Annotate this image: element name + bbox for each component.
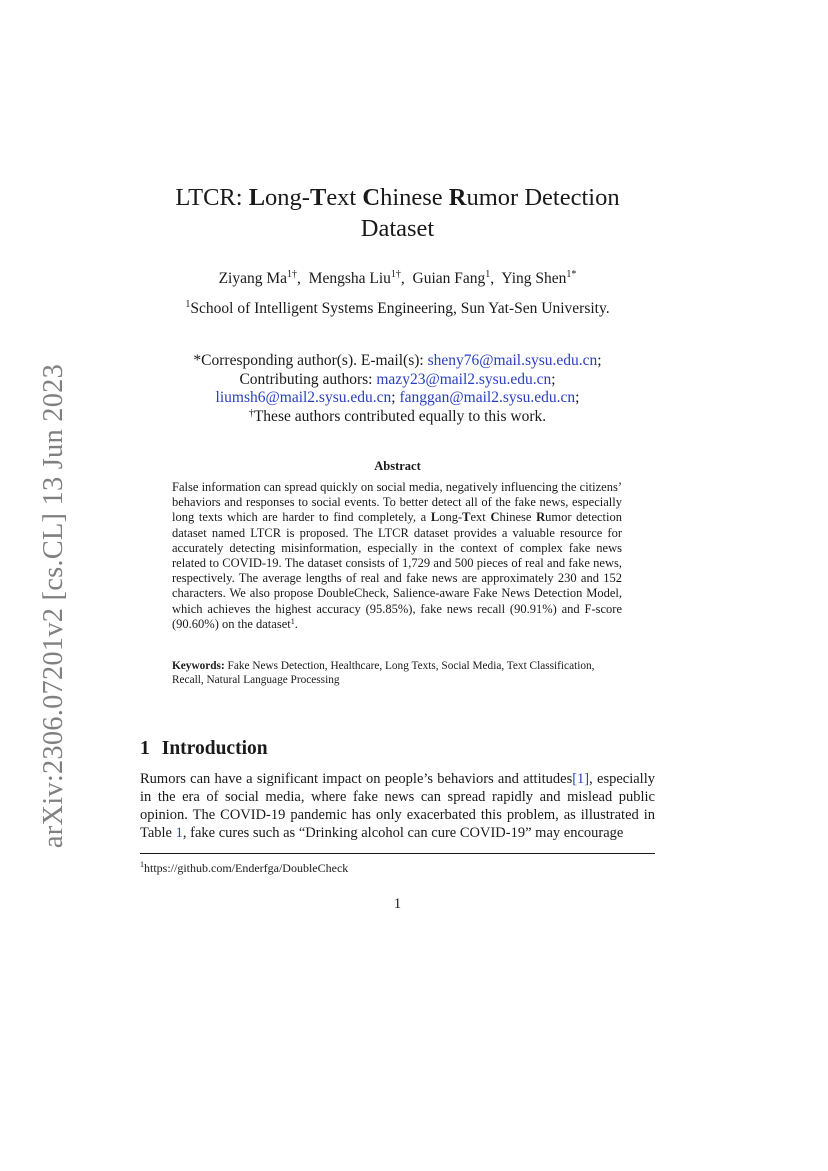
page-number: 1 — [393, 896, 402, 912]
table-reference-link[interactable]: 1 — [175, 824, 183, 841]
footnote — [140, 861, 348, 876]
title-text: ext — [326, 184, 363, 211]
section-heading — [140, 738, 268, 760]
author-mark: 1* — [566, 269, 577, 280]
title-text: ong- — [265, 184, 310, 211]
title-text: Dataset — [360, 215, 435, 242]
footnote-url[interactable]: https://github.com/Enderfga/DoubleCheck — [144, 861, 349, 875]
author: Ying Shen$^{1*}$ — [501, 269, 577, 287]
author: Mengsha Liu$^{1\dagger}$ — [308, 269, 401, 287]
keywords — [172, 659, 622, 687]
arxiv-identifier-text: arXiv:2306.07201v2 [cs.CL] 13 Jun 2023 — [38, 363, 69, 849]
contributing-line: liumsh6@mail2.sysu.edu.cn; fanggan@mail2.sysu.edu.cn; — [215, 389, 580, 407]
author-mark: 1 — [485, 269, 491, 280]
abstract-body: False information can spread quickly on social media, negatively influencing the citizens’ behaviors and responses to social events. To better detect all of the fake news, especially long texts which are harder to find completely, a Long-Text Chinese Rumor detection dataset named LTCR is proposed. The LTCR dataset provides a valuable resource for accurately detecting misinformation, especially in the context of complex fake news related to COVID-19. The dataset consists of 1,729 and 500 pieces of real and fake news, respectively. The average lengths of real and fake news are approximately 230 and 152 characters. We also propose DoubleCheck, Salience-aware Fake News Detection Model, which achieves the highest accuracy (95.85%), fake news recall (90.91%) and F-score (90.60%) on the dataset$^1$. — [172, 480, 622, 631]
contributing-line: Contributing authors: mazy23@mail2.sysu.edu.cn; — [239, 370, 556, 388]
correspondence-block — [140, 352, 655, 426]
title-bold-letter: L — [248, 184, 266, 211]
affiliation-text: School of Intelligent Systems Engineering, Sun Yat-Sen University. — [190, 300, 610, 317]
author-list: Ziyang $Ma^{1\dagger}$, Mengsha Liu$^{1\dagger}$, Guian Fang$^1$, Ying Shen$^{1*}$ — [218, 269, 577, 287]
affiliation — [140, 300, 655, 318]
intro-paragraph: Rumors can have a significant impact on people’s behaviors and attitudes[1], especially in the era of social media, where fake news can spread rapidly and mislead public opinion. The COVID-19 pandemic has only exacerbated this problem, as illustrated in Table 1, fake cures such as “Drinking alcohol can cure COVID-19” may encourage — [140, 771, 655, 841]
keywords-text: Fake News Detection, Healthcare, Long Texts, Social Media, Text Classification, Recall, Natural Language Processing — [172, 660, 595, 686]
author: Ziyang $Ma^{1\dagger}$ — [218, 269, 298, 287]
footnote-mark: 1 — [140, 860, 144, 869]
section-title: Introduction — [161, 738, 268, 759]
author-mark: 1† — [390, 269, 401, 280]
title-text: umor Detection — [466, 184, 620, 211]
email-link[interactable]: mazy23@mail2.sysu.edu.cn — [376, 370, 552, 388]
footnote-divider — [140, 853, 655, 854]
author: Guian Fang$^1$ — [412, 269, 491, 287]
title-bold-letter: R — [448, 184, 467, 211]
title-text: hinese — [380, 184, 449, 211]
corresponding-line: *Corresponding author(s). E-mail(s): sheny76@mail.sysu.edu.cn; — [193, 352, 602, 369]
email-link[interactable]: liumsh6@mail2.sysu.edu.cn — [215, 389, 392, 407]
email-link[interactable]: sheny76@mail.sysu.edu.cn — [427, 352, 598, 369]
title-bold-letter: C — [362, 184, 381, 211]
abstract-heading: Abstract — [374, 459, 421, 473]
title-bold-letter: T — [309, 184, 327, 211]
paper-title — [140, 182, 655, 244]
email-link[interactable]: fanggan@mail2.sysu.edu.cn — [399, 389, 576, 407]
keywords-label: Keywords: — [172, 660, 225, 672]
title-text: LTCR: — [175, 184, 249, 211]
citation-link[interactable]: [1] — [572, 771, 590, 787]
author-mark: 1† — [287, 269, 298, 280]
footnote-marker[interactable]: 1 — [290, 616, 295, 626]
equal-contribution-note: †These authors contributed equally to this work. — [248, 407, 547, 425]
section-number: 1 — [140, 738, 150, 759]
affiliation-mark: 1 — [185, 299, 191, 310]
